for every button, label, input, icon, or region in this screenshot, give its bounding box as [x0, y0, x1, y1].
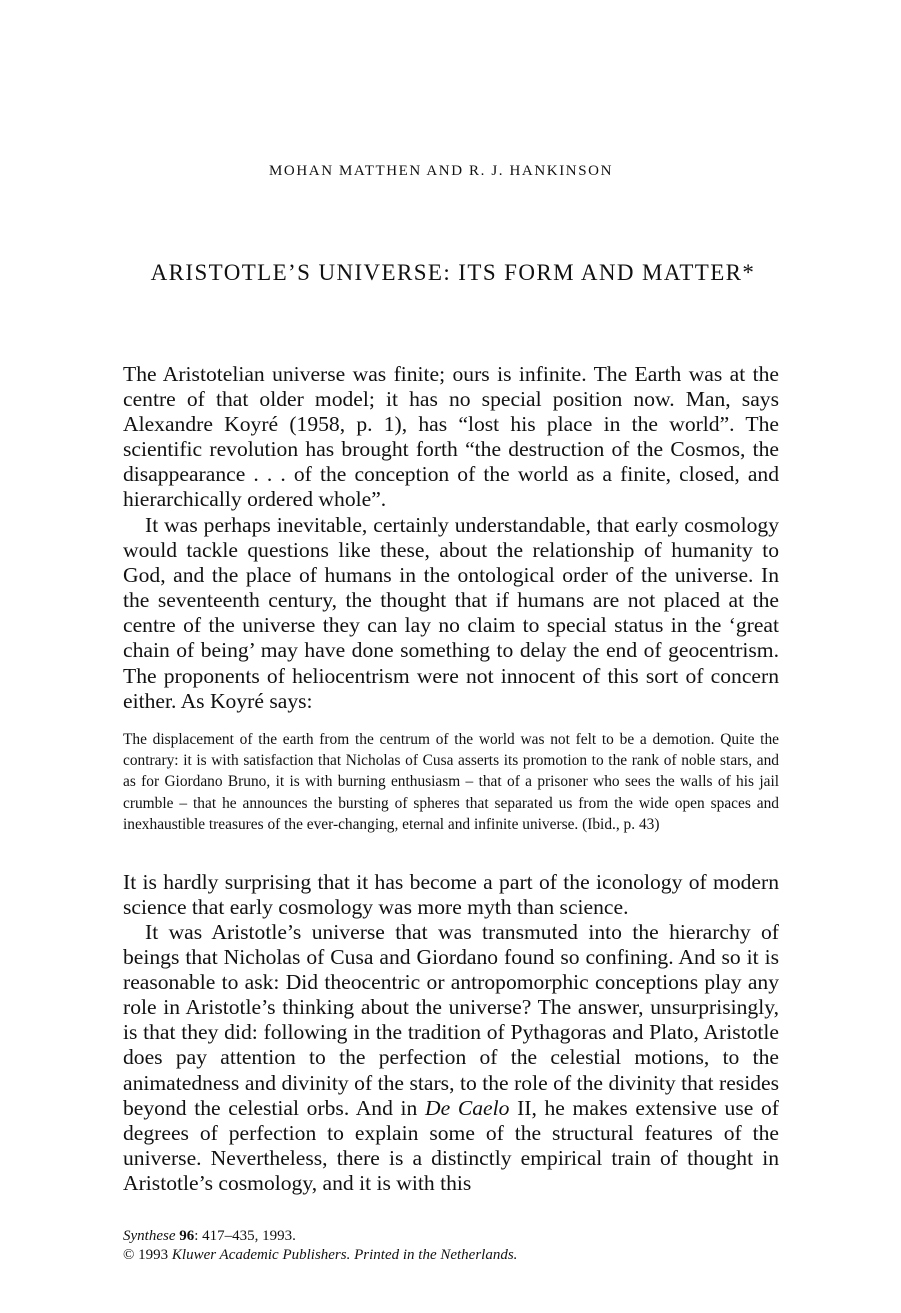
block-quote: The displacement of the earth from the centrum of the world was not felt to be a demotion. Quite the contrary: it is with satisfaction that Nicholas of Cusa asserts its promotion to the rank of noble stars, and as for Giordano Bruno, it is with burning enthusiasm – that of a prisoner who sees the walls of his jail crumble – that he announces the bursting of spheres that separated us from the wide open spaces and inexhaustible treasures of the ever-changing, eternal and infinite universe. (Ibid., p. 43)	[123, 731, 779, 833]
publication-footer	[123, 1227, 723, 1265]
body-paragraph-2: It was perhaps inevitable, certainly understandable, that early cosmology would tackle questions like these, about the relationship of humanity to God, and the place of humans in the ontological order of the universe. In the seventeenth century, the thought that if humans are not placed at the centre of the universe they can lay no claim to special status in the ‘great chain of being’ may have done something to delay the end of geocentrism. The proponents of heliocentrism were not innocent of this sort of concern either. As Koyré says:	[123, 513, 779, 713]
publisher-note: Kluwer Academic Publishers. Printed in the Netherlands.	[171, 1247, 518, 1263]
paragraph-4-text-b: II, he makes extensive use of degrees of perfection to explain some of the structural features of the universe. Nevertheless, there is a distinctly empirical train of thought in Aristotle’s cosmology, and it is with this	[123, 1095, 779, 1195]
paragraph-4-text-a: It was Aristotle’s universe that was transmuted into the hierarchy of beings that Nicholas of Cusa and Giordano found so confining. And so it is reasonable to ask: Did theocentric or antropomorphic conceptions play any role in Aristotle’s thinking about the universe? The answer, unsurprisingly, is that they did: following in the tradition of Pythagoras and Plato, Aristotle does pay attention to the perfection of the celestial motions, to the animatedness and divinity of the stars, to the role of the divinity that resides beyond the celestial orbs. And in	[123, 920, 779, 1120]
work-title-italic: De Caelo	[425, 1095, 510, 1120]
journal-volume: 96	[179, 1228, 195, 1244]
body-paragraph-3: It is hardly surprising that it has become a part of the iconology of modern science that early cosmology was more myth than science.	[123, 870, 779, 920]
journal-name: Synthese	[123, 1228, 176, 1244]
copyright-symbol-year: © 1993	[123, 1247, 172, 1263]
body-paragraph-4	[123, 920, 779, 1196]
citation-line	[123, 1227, 723, 1246]
author-line: MOHAN MATTHEN AND R. J. HANKINSON	[268, 163, 614, 179]
article-title: ARISTOTLE’S UNIVERSE: ITS FORM AND MATTER*	[150, 260, 756, 285]
pages-year: : 417–435, 1993.	[194, 1228, 296, 1244]
copyright-line	[123, 1246, 723, 1265]
body-paragraph-1: The Aristotelian universe was finite; ours is infinite. The Earth was at the centre of that older model; it has no special position now. Man, says Alexandre Koyré (1958, p. 1), has “lost his place in the world”. The scientific revolution has brought forth “the destruction of the Cosmos, the disappearance . . . of the conception of the world as a finite, closed, and hierarchically ordered whole”.	[123, 362, 779, 512]
